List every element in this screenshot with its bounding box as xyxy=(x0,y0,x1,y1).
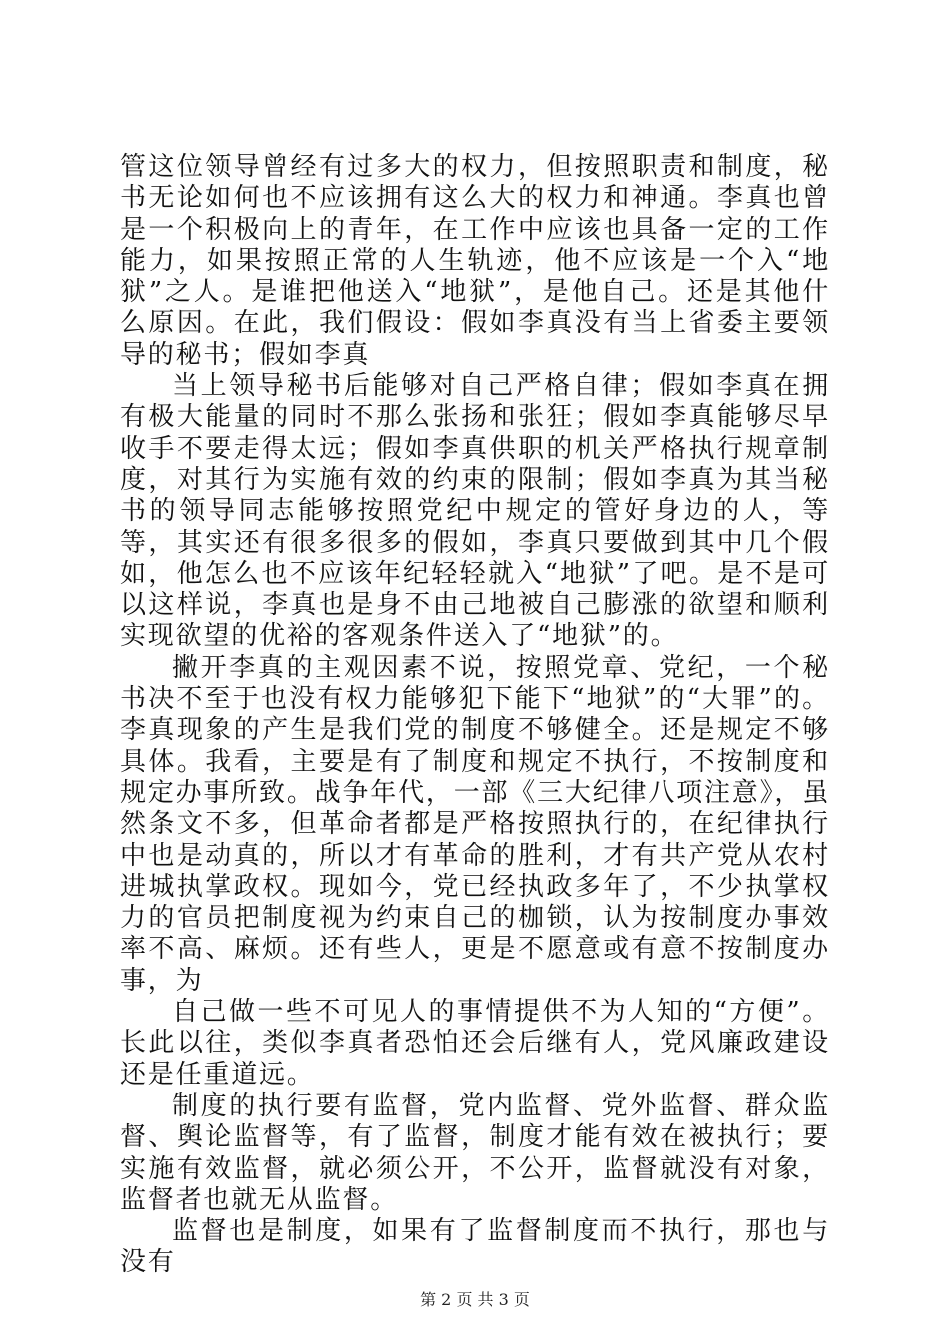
paragraph-5: 制度的执行要有监督，党内监督、党外监督、群众监督、舆论监督等，有了监督，制度才能有效在被执行；要实施有效监督，就必须公开，不公开，监督就没有对象，监督者也就无从监督。 xyxy=(120,1090,830,1215)
paragraph-2: 当上领导秘书后能够对自己严格自律；假如李真在拥有极大能量的同时不那么张扬和张狂；假如李真能够尽早收手不要走得太远；假如李真供职的机关严格执行规章制度，对其行为实施有效的约束的限制；假如李真为其当秘书的领导同志能够按照党纪中规定的管好身边的人，等等，其实还有很多很多的假如，李真只要做到其中几个假如，他怎么也不应该年纪轻轻就入“地狱”了吧。是不是可以这样说，李真也是身不由己地被自己膨涨的欲望和顺利实现欲望的优裕的客观条件送入了“地狱”的。 xyxy=(120,371,830,652)
page-number-footer: 第 2 页 共 3 页 xyxy=(420,1290,530,1309)
paragraph-1: 管这位领导曾经有过多大的权力，但按照职责和制度，秘书无论如何也不应该拥有这么大的权力和神通。李真也曾是一个积极向上的青年，在工作中应该也具备一定的工作能力，如果按照正常的人生轨迹，他不应该是一个入“地狱”之人。是谁把他送入“地狱”，是他自己。还是其他什么原因。在此，我们假设：假如李真没有当上省委主要领导的秘书；假如李真 xyxy=(120,152,830,370)
paragraph-6: 监督也是制度，如果有了监督制度而不执行，那也与没有 xyxy=(120,1216,830,1278)
paragraph-4: 自己做一些不可见人的事情提供不为人知的“方便”。长此以往，类似李真者恐怕还会后继有人，党风廉政建设还是任重道远。 xyxy=(120,997,830,1090)
document-body xyxy=(120,152,830,1279)
paragraph-3: 撇开李真的主观因素不说，按照党章、党纪，一个秘书决不至于也没有权力能够犯下能下“地狱”的“大罪”的。李真现象的产生是我们党的制度不够健全。还是规定不够具体。我看，主要是有了制度和规定不执行，不按制度和规定办事所致。战争年代，一部《三大纪律八项注意》，虽然条文不多，但革命者都是严格按照执行的，在纪律执行中也是动真的，所以才有革命的胜利，才有共产党从农村进城执掌政权。现如今，党已经执政多年了，不少执掌权力的官员把制度视为约束自己的枷锁，认为按制度办事效率不高、麻烦。还有些人，更是不愿意或有意不按制度办事，为 xyxy=(120,652,830,996)
